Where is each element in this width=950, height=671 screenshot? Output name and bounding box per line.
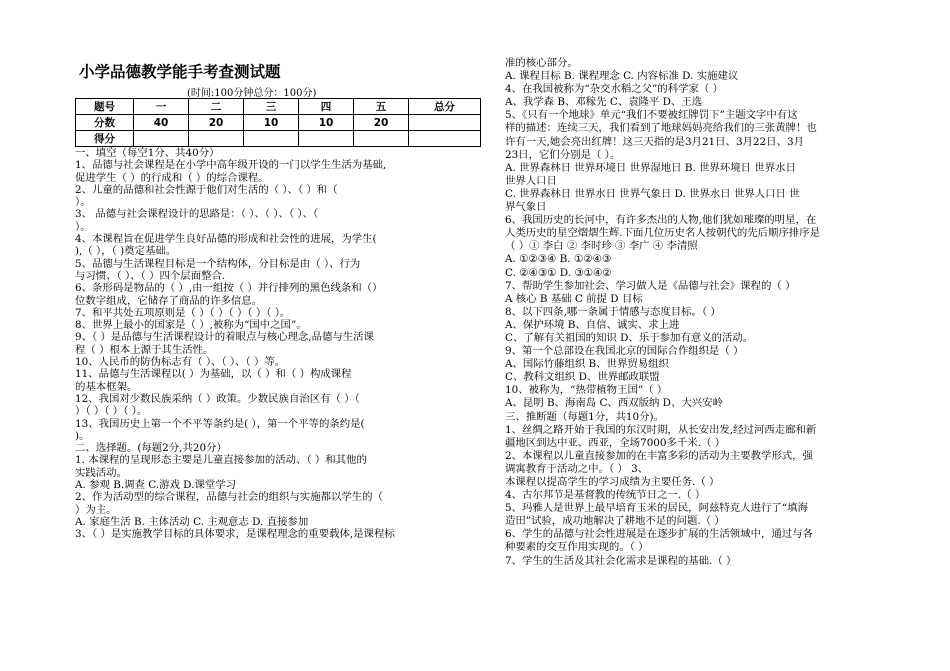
text-line: 位数字组成，它储存了商品的许多信息。 [75,294,263,307]
text-line: A 核心 B 基础 C 前提 D 目标 [505,292,643,305]
text-line: 2、儿童的品德和社会性源于他们对生活的（ ）、（ ）和（ [75,183,338,196]
text-line: 实践活动。 [75,466,127,479]
text-line: 人类历史的星空熠熠生辉.下面几位历史名人按朝代的先后顺序排序是 [505,227,821,240]
table-cell [134,131,189,147]
text-line: C、了解有关祖国的知识 D、乐于参加有意义的活动。 [505,331,754,344]
text-line: 一、填空（每空1分、共40分） [75,147,220,159]
text-line: 6、学生的品德与社会性进展是在逐步扩展的生活领域中，通过与各 [505,528,813,541]
text-line: 2、作为活动型的综合课程，品德与社会的组织与实施都以学生的（ [75,491,383,504]
table-cell: 得分 [76,131,134,147]
text-line: 1、品德与社会课程是在小学中高年级开设的一门以学生生活为基础, [75,159,387,172]
table-cell: 20 [189,115,244,131]
text-line: 三、推断题（每题1分，共10分)。 [505,410,664,423]
text-line: 准的核心部分。 [505,57,578,69]
text-line: 与习惯、（ ）、（ ）四个层面整合. [75,269,226,282]
left-question-text [75,147,480,541]
text-line: 样的描述：连续三天，我们看到了地球妈妈亮给我们的三张黄牌！也 [505,122,817,135]
text-line: A. 家庭生活 B. 主体活动 C. 主观意志 D. 直接参加 [75,515,309,528]
table-cell: 四 [299,99,354,115]
table-cell: 10 [244,115,299,131]
text-line: 5、《只有一个地球》单元“我们不要被红牌罚下”主题文字中有这 [505,109,798,122]
table-cell: 分数 [76,115,134,131]
text-line: 6、我国历史的长河中，有许多杰出的人物,他们犹如璀璨的明星，在 [505,214,817,227]
table-cell [244,131,299,147]
table-cell: 40 [134,115,189,131]
text-line: 许有一天,她会亮出红牌！这三天指的是3月21日、3月22日、3月 [505,135,804,148]
score-table-header-row [76,99,481,115]
text-line: 的基本框架。 [75,380,138,393]
table-cell: 10 [299,115,354,131]
text-line: 12、我国对少数民族采纳（ ）政策。少数民族自治区有（ ）（ [75,392,360,405]
table-cell [299,131,354,147]
text-line: 9、（ ）是品德与生活课程设计的着眼点与核心理念,品德与生活课 [75,331,374,344]
text-line: 本课程以提高学生的学习成绩为主要任务.（ ） [505,476,720,488]
text-line: C、教科文组织 D、世界邮政联盟 [505,371,660,384]
table-cell: 20 [354,115,409,131]
table-cell: 二 [189,99,244,115]
text-line: 23日，它们分别是（ ）。 [505,148,621,161]
text-line: 10、人民币的防伪标志有（ ）、（ ）、（ ）等。 [75,356,286,369]
table-cell [409,115,481,131]
table-cell [409,131,481,147]
text-line: C. 世界森林日 世界水日 世界气象日 D. 世界水日 世界人口日 世 [505,187,800,200]
table-cell: 五 [354,99,409,115]
text-line: A、我学森 B、邓稼先 C、袁隆平 D、王选 [505,96,703,109]
text-line: 4、古尔邦节是基督教的传统节日之一.（ ） [505,489,706,502]
text-line: A. 参观 B.调查 C.游戏 D.课堂学习 [75,479,237,492]
text-line: 世界人口日 [505,174,557,187]
text-line: 界气象日 [505,201,547,214]
text-line: 5、品德与生活课程目标是一个结构体，分目标是由（ ）、行为 [75,257,361,270]
text-line: C. ②④③① D. ③①④② [505,266,612,279]
score-table-points-row [76,115,481,131]
text-line: 6、条形码是物品的（ ）,由一组按（ ）并行排列的黑色线条和（） [75,282,383,295]
text-line: 10、被称为，“热带植物王国”（ ） [505,384,668,397]
text-line: A、昆明 B、海南岛 C、西双版纳 D、大兴安岭 [505,397,723,410]
text-line: A. 世界森林日 世界环境日 世界湿地日 B. 世界环境日 世界水日 [505,161,796,174]
text-line: A、保护环境 B、自信、诚实、求上进 [505,318,680,331]
table-cell [189,131,244,147]
text-line: 种要素的交互作用实现的。（ ） [505,541,649,554]
text-line: ）为主。 [75,503,117,516]
score-table-got-row [76,131,481,147]
text-line: 8、世界上最小的国家是（ ）,被称为“国中之国”。 [75,319,307,332]
text-line: 3、（ ）是实施教学目标的具体要求，是课程理念的重要载体,是课程标 [75,528,395,541]
text-line: A、国际竹藤组织 B、世界贸易组织 [505,358,669,371]
text-line: 1. 本课程的呈现形态主要是儿童直接参加的活动、（ ）和其他的 [75,454,367,467]
table-cell [354,131,409,147]
table-cell: 题号 [76,99,134,115]
score-table [75,98,481,147]
text-line: 造田”试验，成功地解决了耕地不足的问题.（ ） [505,515,725,528]
text-line: 二、选择题。(每题2分,共20分） [75,442,227,455]
exam-time-subtitle: (时间:100分钟总分：100分) [187,88,317,99]
text-line: 13、我国历史上第一个不平等条约是( ），第一个平等的条约是( [75,417,365,430]
text-line: ),（ ），（ )奠定基础。 [75,245,177,258]
text-line: ）。 [75,196,91,209]
text-line: 9、第一个总部设在我国北京的国际合作组织是（ ） [505,345,744,358]
text-line: 7、帮助学生参加社会、学习做人是《品德与社会》课程的（ ） [505,279,796,292]
text-line: 4、本课程旨在促进学生良好品德的形成和社会性的进展，为学生( [75,233,377,246]
text-line: 促进学生（ ）的行成和（ ）的综合课程。 [75,171,269,184]
text-line: )。 [75,429,90,442]
text-line: 7、学生的生活及其社会化需求是课程的基础.（ ） [505,554,737,567]
table-cell: 总分 [409,99,481,115]
text-line: 8、以下四条,哪一条属于情感与态度目标。（ ） [505,305,721,318]
text-line: 3、 品德与社会课程设计的思路是：（ ）、（ ）、（ ）、（ [75,208,319,221]
text-line: ）。 [75,220,91,233]
text-line: 1、丝绸之路开始于我国的东汉时期，从长安出发,经过河西走廊和新 [505,423,817,436]
table-cell: 一 [134,99,189,115]
text-line: ）（ ）（ ）（ ）。 [75,405,148,418]
text-line: 4、在我国被称为“杂交水稻之父”的科学家（ ） [505,83,723,96]
text-line: 疆地区到达中亚、西亚，全场7000多千米.（ ） [505,436,726,449]
text-line: 程（ ）根本上源于其生活性。 [75,343,214,356]
text-line: 11、品德与生活课程以( ）为基础，以（ ）和（ ）构成课程 [75,368,352,381]
text-line: A. ①②③④ B. ①②④③ [505,253,612,266]
text-line: 7、和平共处五项原则是（ ）（ ）（ ）（ ）（ ）。 [75,306,291,319]
text-line: A. 课程目标 B. 课程理念 C. 内容标准 D. 实施建议 [505,70,739,83]
table-cell: 三 [244,99,299,115]
text-line: 2、本课程以儿童直接参加的在丰富多彩的活动为主要教学形式，强 [505,449,813,462]
right-question-text [505,57,900,568]
text-line: （ ）① 李白 ② 李时珍 ③ 李广 ④ 李清照 [505,240,698,253]
text-line: 5、玛雅人是世界上最早培育玉米的居民，阿兹特克人进行了“填海 [505,502,808,515]
text-line: 调寓教育于活动之中。（ ） 3、 [505,462,649,475]
page-title: 小学品德教学能手考查测试题 [79,63,281,81]
